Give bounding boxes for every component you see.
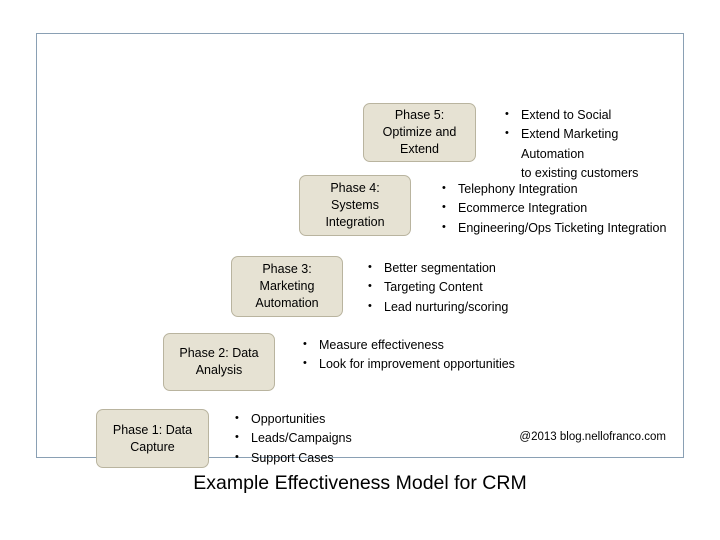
list-item-text: Extend Marketing Automation <box>521 127 619 161</box>
list-item: • Support Cases <box>233 449 352 468</box>
phase-4-box[interactable] <box>299 175 411 236</box>
list-item: • Measure effectiveness <box>301 336 515 355</box>
phase-3-bullets <box>366 259 508 317</box>
phase-1-bullets <box>233 410 352 468</box>
list-item: • Better segmentation <box>366 259 508 278</box>
list-item: • Look for improvement opportunities <box>301 355 515 374</box>
list-item: • Targeting Content <box>366 278 508 297</box>
phase-4-label: Phase 4: Systems Integration <box>325 181 385 229</box>
phase-1-label: Phase 1: Data Capture <box>112 422 193 454</box>
list-item: • Engineering/Ops Ticketing Integration <box>440 219 666 238</box>
credit-text: @2013 blog.nellofranco.com <box>519 431 666 443</box>
phase-2-label: Phase 2: Data Analysis <box>179 346 259 377</box>
list-item: • Telephony Integration <box>440 180 666 199</box>
phase-3-box[interactable] <box>231 256 343 317</box>
phase-2-bullets <box>301 336 515 375</box>
phase-5-label: Phase 5: Optimize and Extend <box>382 108 457 156</box>
list-item: • Extend to Social <box>503 106 683 125</box>
list-item: • Opportunities <box>233 410 352 429</box>
phase-5-bullets <box>503 106 683 184</box>
list-item-text-continued: to existing customers <box>521 166 639 181</box>
list-item: • Leads/Campaigns <box>233 429 352 448</box>
phase-2-box[interactable] <box>163 333 275 391</box>
list-item: • Ecommerce Integration <box>440 199 666 218</box>
diagram-caption: Example Effectiveness Model for CRM <box>193 472 527 494</box>
list-item: • Lead nurturing/scoring <box>366 298 508 317</box>
diagram-frame <box>36 33 684 465</box>
list-item <box>503 125 683 183</box>
phase-1-box[interactable] <box>96 409 209 468</box>
phase-4-bullets <box>440 180 666 238</box>
phase-5-box[interactable] <box>363 103 476 162</box>
phase-3-label: Phase 3: Marketing Automation <box>255 262 319 310</box>
